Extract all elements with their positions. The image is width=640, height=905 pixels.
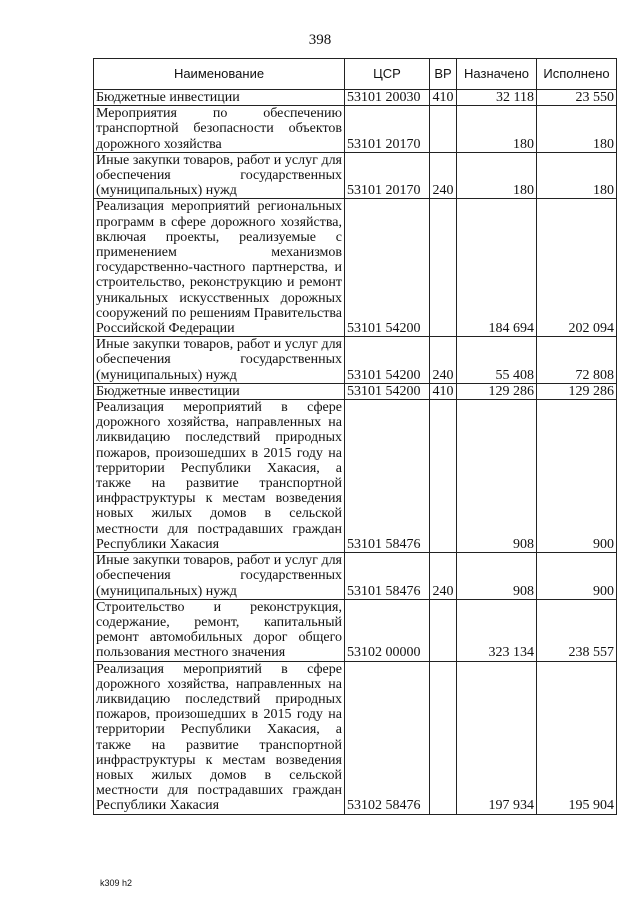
row-vr <box>430 400 457 553</box>
row-planned: 197 934 <box>457 661 537 814</box>
row-csr: 53101 58476 <box>345 400 430 553</box>
row-planned: 180 <box>457 152 537 199</box>
table-header-row <box>94 59 617 90</box>
row-vr: 410 <box>430 383 457 399</box>
footer-code: k309 h2 <box>100 878 133 888</box>
table-row <box>94 400 617 553</box>
row-vr <box>430 199 457 337</box>
table-row <box>94 553 617 600</box>
row-name: Реализация мероприятий в сфере дорожного хозяйства, направленных на ликвидацию последствий природных пожаров, произошедших в 2015 году на территории Республики Хакасия, а также на развитие транспортной инфраструктуры к местам возведения новых жилых домов в сельской местности для пострадавших граждан Республики Хакасия <box>94 400 345 553</box>
table-row <box>94 383 617 399</box>
row-planned: 908 <box>457 553 537 600</box>
header-vr: ВР <box>430 59 457 90</box>
row-executed: 129 286 <box>537 383 617 399</box>
row-csr: 53101 20170 <box>345 152 430 199</box>
row-executed: 202 094 <box>537 199 617 337</box>
row-planned: 323 134 <box>457 599 537 661</box>
table-row <box>94 90 617 106</box>
row-vr: 240 <box>430 553 457 600</box>
row-executed: 195 904 <box>537 661 617 814</box>
row-executed: 180 <box>537 106 617 153</box>
row-name: Строительство и реконструкция, содержание, ремонт, капитальный ремонт автомобильных дорог общего пользования местного значения <box>94 599 345 661</box>
table-row <box>94 661 617 814</box>
row-vr: 240 <box>430 152 457 199</box>
row-executed: 180 <box>537 152 617 199</box>
table-row <box>94 106 617 153</box>
row-executed: 900 <box>537 400 617 553</box>
table-row <box>94 337 617 384</box>
row-csr: 53102 58476 <box>345 661 430 814</box>
row-planned: 55 408 <box>457 337 537 384</box>
row-vr: 240 <box>430 337 457 384</box>
row-csr: 53101 54200 <box>345 337 430 384</box>
row-name: Бюджетные инвестиции <box>94 90 345 106</box>
budget-table <box>93 58 617 815</box>
row-planned: 180 <box>457 106 537 153</box>
row-name: Иные закупки товаров, работ и услуг для обеспечения государственных (муниципальных) нужд <box>94 553 345 600</box>
row-name: Реализация мероприятий региональных программ в сфере дорожного хозяйства, включая проекты, реализуемые с применением механизмов государственно-частного партнерства, и строительство, реконструкцию и ремонт уникальных искусственных дорожных сооружений по решениям Правительства Российской Федерации <box>94 199 345 337</box>
header-executed: Исполнено <box>537 59 617 90</box>
row-executed: 900 <box>537 553 617 600</box>
row-name: Иные закупки товаров, работ и услуг для обеспечения государственных (муниципальных) нужд <box>94 152 345 199</box>
row-csr: 53101 54200 <box>345 383 430 399</box>
row-vr <box>430 661 457 814</box>
header-planned: Назначено <box>457 59 537 90</box>
row-name: Иные закупки товаров, работ и услуг для обеспечения государственных (муниципальных) нужд <box>94 337 345 384</box>
row-executed: 238 557 <box>537 599 617 661</box>
row-csr: 53101 58476 <box>345 553 430 600</box>
row-executed: 23 550 <box>537 90 617 106</box>
row-planned: 32 118 <box>457 90 537 106</box>
row-executed: 72 808 <box>537 337 617 384</box>
row-csr: 53101 54200 <box>345 199 430 337</box>
row-name: Бюджетные инвестиции <box>94 383 345 399</box>
row-csr: 53102 00000 <box>345 599 430 661</box>
row-csr: 53101 20170 <box>345 106 430 153</box>
table-row <box>94 152 617 199</box>
header-csr: ЦСР <box>345 59 430 90</box>
table-row <box>94 199 617 337</box>
row-csr: 53101 20030 <box>345 90 430 106</box>
row-planned: 184 694 <box>457 199 537 337</box>
page-number: 398 <box>308 32 332 48</box>
row-planned: 129 286 <box>457 383 537 399</box>
row-vr: 410 <box>430 90 457 106</box>
row-name: Реализация мероприятий в сфере дорожного хозяйства, направленных на ликвидацию последствий природных пожаров, произошедших в 2015 году на территории Республики Хакасия, а также на развитие транспортной инфраструктуры к местам возведения новых жилых домов в сельской местности для пострадавших граждан Республики Хакасия <box>94 661 345 814</box>
row-vr <box>430 599 457 661</box>
header-name: Наименование <box>94 59 345 90</box>
row-name: Мероприятия по обеспечению транспортной безопасности объектов дорожного хозяйства <box>94 106 345 153</box>
row-vr <box>430 106 457 153</box>
table-row <box>94 599 617 661</box>
row-planned: 908 <box>457 400 537 553</box>
